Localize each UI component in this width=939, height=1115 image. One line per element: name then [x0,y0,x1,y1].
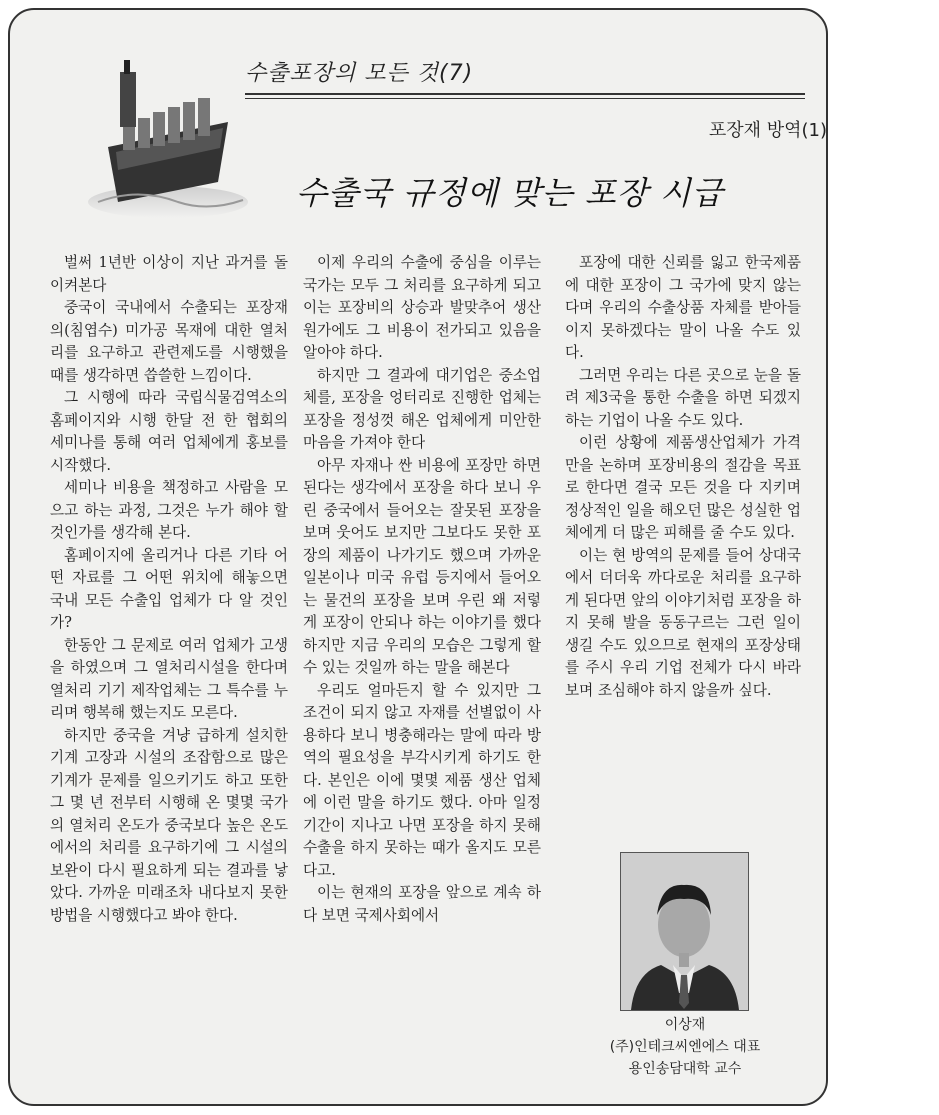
paragraph: 그러면 우리는 다른 곳으로 눈을 돌려 제3국을 통한 수출을 하면 되겠지 하는 기업이 나올 수도 있다. [565,366,801,429]
paragraph: 중국이 국내에서 수출되는 포장재의(침엽수) 미가공 목재에 대한 열처리를 요구하고 관련제도를 시행했을 때를 생각하면 씁쓸한 느낌이다. [50,299,288,384]
paragraph: 이런 상황에 제품생산업체가 가격만을 논하며 포장비용의 절감을 목표로 한다면 결국 모든 것을 다 지키며 정상적인 일을 해오던 많은 성실한 업체에게 더 많은 피해를 줄 수도 있다. [565,434,801,541]
author-title: (주)인테크씨엔에스 대표 [609,1039,761,1055]
author-caption [560,1014,810,1080]
paragraph: 이제 우리의 수출에 중심을 이루는 국가는 모두 그 처리를 요구하게 되고 이는 포장비의 상승과 발맞추어 생산원가에도 그 비용이 전가되고 있음을 알아야 하다. [303,254,541,361]
article-column-1 [50,252,288,927]
paragraph: 하지만 중국을 겨냥 급하게 설치한 기계 고장과 시설의 조잡함으로 많은 기계가 문제를 일으키기도 하고 또한 그 몇 년 전부터 시행해 온 몇몇 국가의 열처리 온도가 중국보다 높은 온도에서의 처리를 요구하기에 그 시설의 보완이 다시 필요하게 되는 결과를 낳았다. 가까운 미래조차 내다보지 못한 방법을 시행했다고 봐야 한다. [50,726,288,924]
cargo-ship-illustration [78,52,248,222]
paragraph: 아무 자재나 싼 비용에 포장만 하면 된다는 생각에서 포장을 하다 보니 우린 중국에서 들어오는 잘못된 포장을 보며 웃어도 보지만 그보다도 못한 포장의 제품이 나가기도 했으며 가까운 일본이나 미국 유럽 등지에서 들어오는 물건의 포장을 보며 우린 왜 저렇게 포장이 안되나 하는 이야기를 했다 하지만 지금 우리의 모습은 그렇게 할 수 있는 것일까 하는 말을 해본다 [303,456,541,676]
paragraph: 그 시행에 따라 국립식물검역소의 홈페이지와 시행 한달 전 한 협회의 세미나를 통해 여러 업체에게 홍보를 시작했다. [50,389,288,474]
article-column-2 [303,252,541,927]
author-name: 이상재 [664,1017,706,1033]
paragraph: 한동안 그 문제로 여러 업체가 고생을 하였으며 그 열처리시설을 한다며 열처리 기기 제작업체는 그 특수를 누리며 행복해 했는지도 모른다. [50,636,288,721]
paragraph: 벌써 1년반 이상이 지난 과거를 돌이켜본다 [50,254,288,294]
paragraph: 우리도 얼마든지 할 수 있지만 그 조건이 되지 않고 자재를 선별없이 사용하다 보니 병충해라는 말에 따라 방역의 필요성을 부각시키게 하기도 한다. 본인은 이에 몇몇 제품 생산 업체에 이런 말을 하기도 했다. 아마 일정 기간이 지나고 나면 포장을 하지 못해 수출을 하지 못하는 때가 올지도 모른다고. [303,681,541,879]
paragraph: 포장에 대한 신뢰를 잃고 한국제품에 대한 포장이 그 국가에 맞지 않는다며 우리의 수출상품 자체를 받아들이지 못하겠다는 말이 나올 수도 있다. [565,254,801,361]
paragraph: 이는 현재의 포장을 앞으로 계속 하다 보면 국제사회에서 [303,884,541,924]
author-photo [620,852,749,1011]
section-subtitle: 포장재 방역(1) [708,120,827,141]
headline: 수출국 규정에 맞는 포장 시급 [296,174,724,212]
series-title-text: 수출포장의 모든 것(7) [245,61,474,86]
paragraph: 홈페이지에 올리거나 다른 기타 어떤 자료를 그 어떤 위치에 해놓으면 국내 모든 수출입 업체가 다 알 것인가? [50,546,288,631]
series-title [245,56,805,95]
title-rule [245,98,805,99]
paragraph: 세미나 비용을 책정하고 사람을 모으고 하는 과정, 그것은 누가 해야 할 것인가를 생각해 본다. [50,479,288,541]
paragraph: 이는 현 방역의 문제를 들어 상대국에서 더더욱 까다로운 처리를 요구하게 된다면 앞의 이야기처럼 포장을 하지 못해 발을 동동구르는 그런 일이 생길 수도 있으므로 현재의 포장상태를 주시 우리 기업 전체가 다시 바라보며 조심해야 하지 않을까 싶다. [565,546,801,699]
paragraph: 하지만 그 결과에 대기업은 중소업체를, 포장을 엉터리로 진행한 업체는 포장을 정성껏 해온 업체에게 미안한 마음을 가져야 한다 [303,366,541,451]
author-affiliation: 용인송담대학 교수 [628,1061,742,1077]
article-column-3 [565,252,801,702]
